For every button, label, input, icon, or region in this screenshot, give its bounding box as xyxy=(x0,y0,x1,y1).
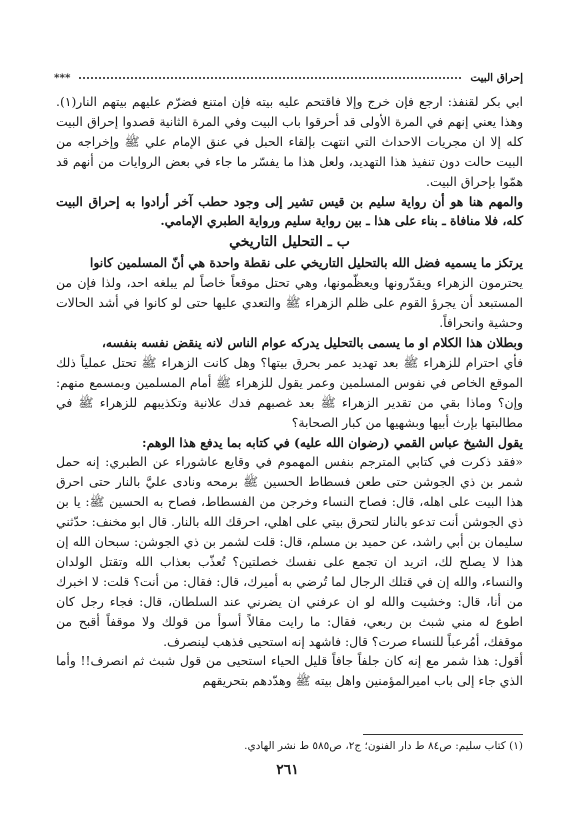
footnote: (١) كتاب سليم: ص٨٤ ط دار الفنون؛ ج٢، ص٥٨٥ ط نشر الهادي. xyxy=(244,740,523,752)
section-paragraph-3: وبطلان هذا الكلام او ما يسمى بالتحليل يدركه عوام الناس لانه ينقض نفسه بنفسه، xyxy=(101,334,523,350)
section-paragraph-4: فأي احترام للزهراء ﷺ بعد تهديد عمر بحرق بيتها؟ وهل كانت الزهراء ﷺ تحتل عملياً ذلك الموقع الخاص في نفوس المسلمين وعمر يقول للزهراء ﷺ أمام المسلمين وبمسمع منهم: وإن؟ وماذا بقي من تقدير الزهراء ﷺ بعد غصبهم فدك علانية وتكذيبهم للزهراء ﷺ في مطالبتها بإرث أبيها وبشهيها من كبار الصحابة؟ xyxy=(56,354,523,430)
section-paragraph-1: يرتكز ما يسميه فضل الله بالتحليل التاريخي على نقطة واحدة هي أنّ المسلمين كانوا xyxy=(89,255,523,271)
page-body xyxy=(56,92,523,691)
paragraph-2: والمهم هنا هو أن رواية سليم بن قيس تشير إلى وجود حطب آخر أرادوا به إحراق البيت كله، فلا منافاة ـ بناء على هذا ـ بين رواية سليم ورواية الطبري الإمامي. xyxy=(56,193,523,229)
paragraph-1: ابي بكر لقنفذ: ارجع فإن خرج وإلا فاقتحم عليه بيته فإن امتنع فضرّم عليهم بيتهم النار(١). وهذا يعني إنهم في المرة الأولى قد أحرقوا باب البيت وفي المرة الثانية قصدوا إحراق البيت كله إلا ان مجريات الاحداث التي انتهت بإلقاء الحبل في عنق الإمام علي ﷺ وإخراجه من البيت حالت دون تنفيذ هذا التهديد، ولعل هذا ما يفسّر ما جاء في بعض الروايات من أنهم قد همّوا بإحراق البيت. xyxy=(56,94,523,189)
section-paragraph-5: يقول الشيخ عباس القمي (رضوان الله عليه) في كتابه بما يدفع هذا الوهم: xyxy=(142,434,523,450)
header-stars: *** xyxy=(54,72,71,84)
running-header xyxy=(54,68,523,88)
header-title: إحراق البيت xyxy=(470,72,523,84)
footnote-separator xyxy=(363,734,523,735)
quote-paragraph: «فقد ذكرت في كتابي المترجم بنفس المهموم في وقايع عاشوراء عن الطبري: إنه حمل شمر بن ذي الجوشن حتى طعن فسطاط الحسين ﷺ برمحه ونادى عليَّ بالنار حتى احرق هذا البيت على اهله، قال: فصاح النساء وخرجن من الفسطاط، فصاح به الحسين ﷺ: يا بن ذي الجوشن أنت تدعو بالنار لتحرق بيتي على اهلي، احرقك الله بالنار. قال ابو مخنف: حدّثني سليمان بن أبي راشد، عن حميد بن مسلم، قال: قلت لشمر بن ذي الجوشن: سبحان الله إن هذا لا يصلح لك، اتريد ان تجمع على نفسك خصلتين؟ تُعذّب بعذاب الله وتقتل الولدان والنساء، والله إن في قتلك الرجال لما تُرضي به أميرك، قال: فقال: من أنت؟ قلت: لا اخبرك من أنا، قال: وخشيت والله لو ان عرفني ان يضرني عند السلطان، قال: فجاء رجل كان اطوع له مني شبث بن ربعي، فقال: ما رايت مقالاً أسوأ من قولك ولا موقفاً أقبح من موقفك، أمُرعباً للنساء صرت؟ قال: فاشهد إنه استحيى فذهب لينصرف. xyxy=(56,454,523,649)
section-heading: ب ـ التحليل التاريخي xyxy=(229,234,350,251)
section-paragraph-7: أقول: هذا شمر مع إنه كان جلفاً جافاً قليل الحياء استحيى من قول شبث ثم انصرف!! وأما الذي جاء إلى باب اميرالمؤمنين واهل بيته ﷺ وهدّدهم بتحريقهم xyxy=(56,653,523,689)
header-dotted-rule xyxy=(78,75,462,81)
section-paragraph-2: يحترمون الزهراء ويقدّرونها ويعظّمونها، وهي تحتل موقعاً خاصاً لم يبلغه احد، ولذا فإن من المستبعد أن يجرؤ القوم على ظلم الزهراء ﷺ والتعدي عليها حتى لو كانوا في أشد الحالات وحشية وانحرافاً. xyxy=(56,275,523,331)
page-number: ٢٦١ xyxy=(276,762,299,778)
